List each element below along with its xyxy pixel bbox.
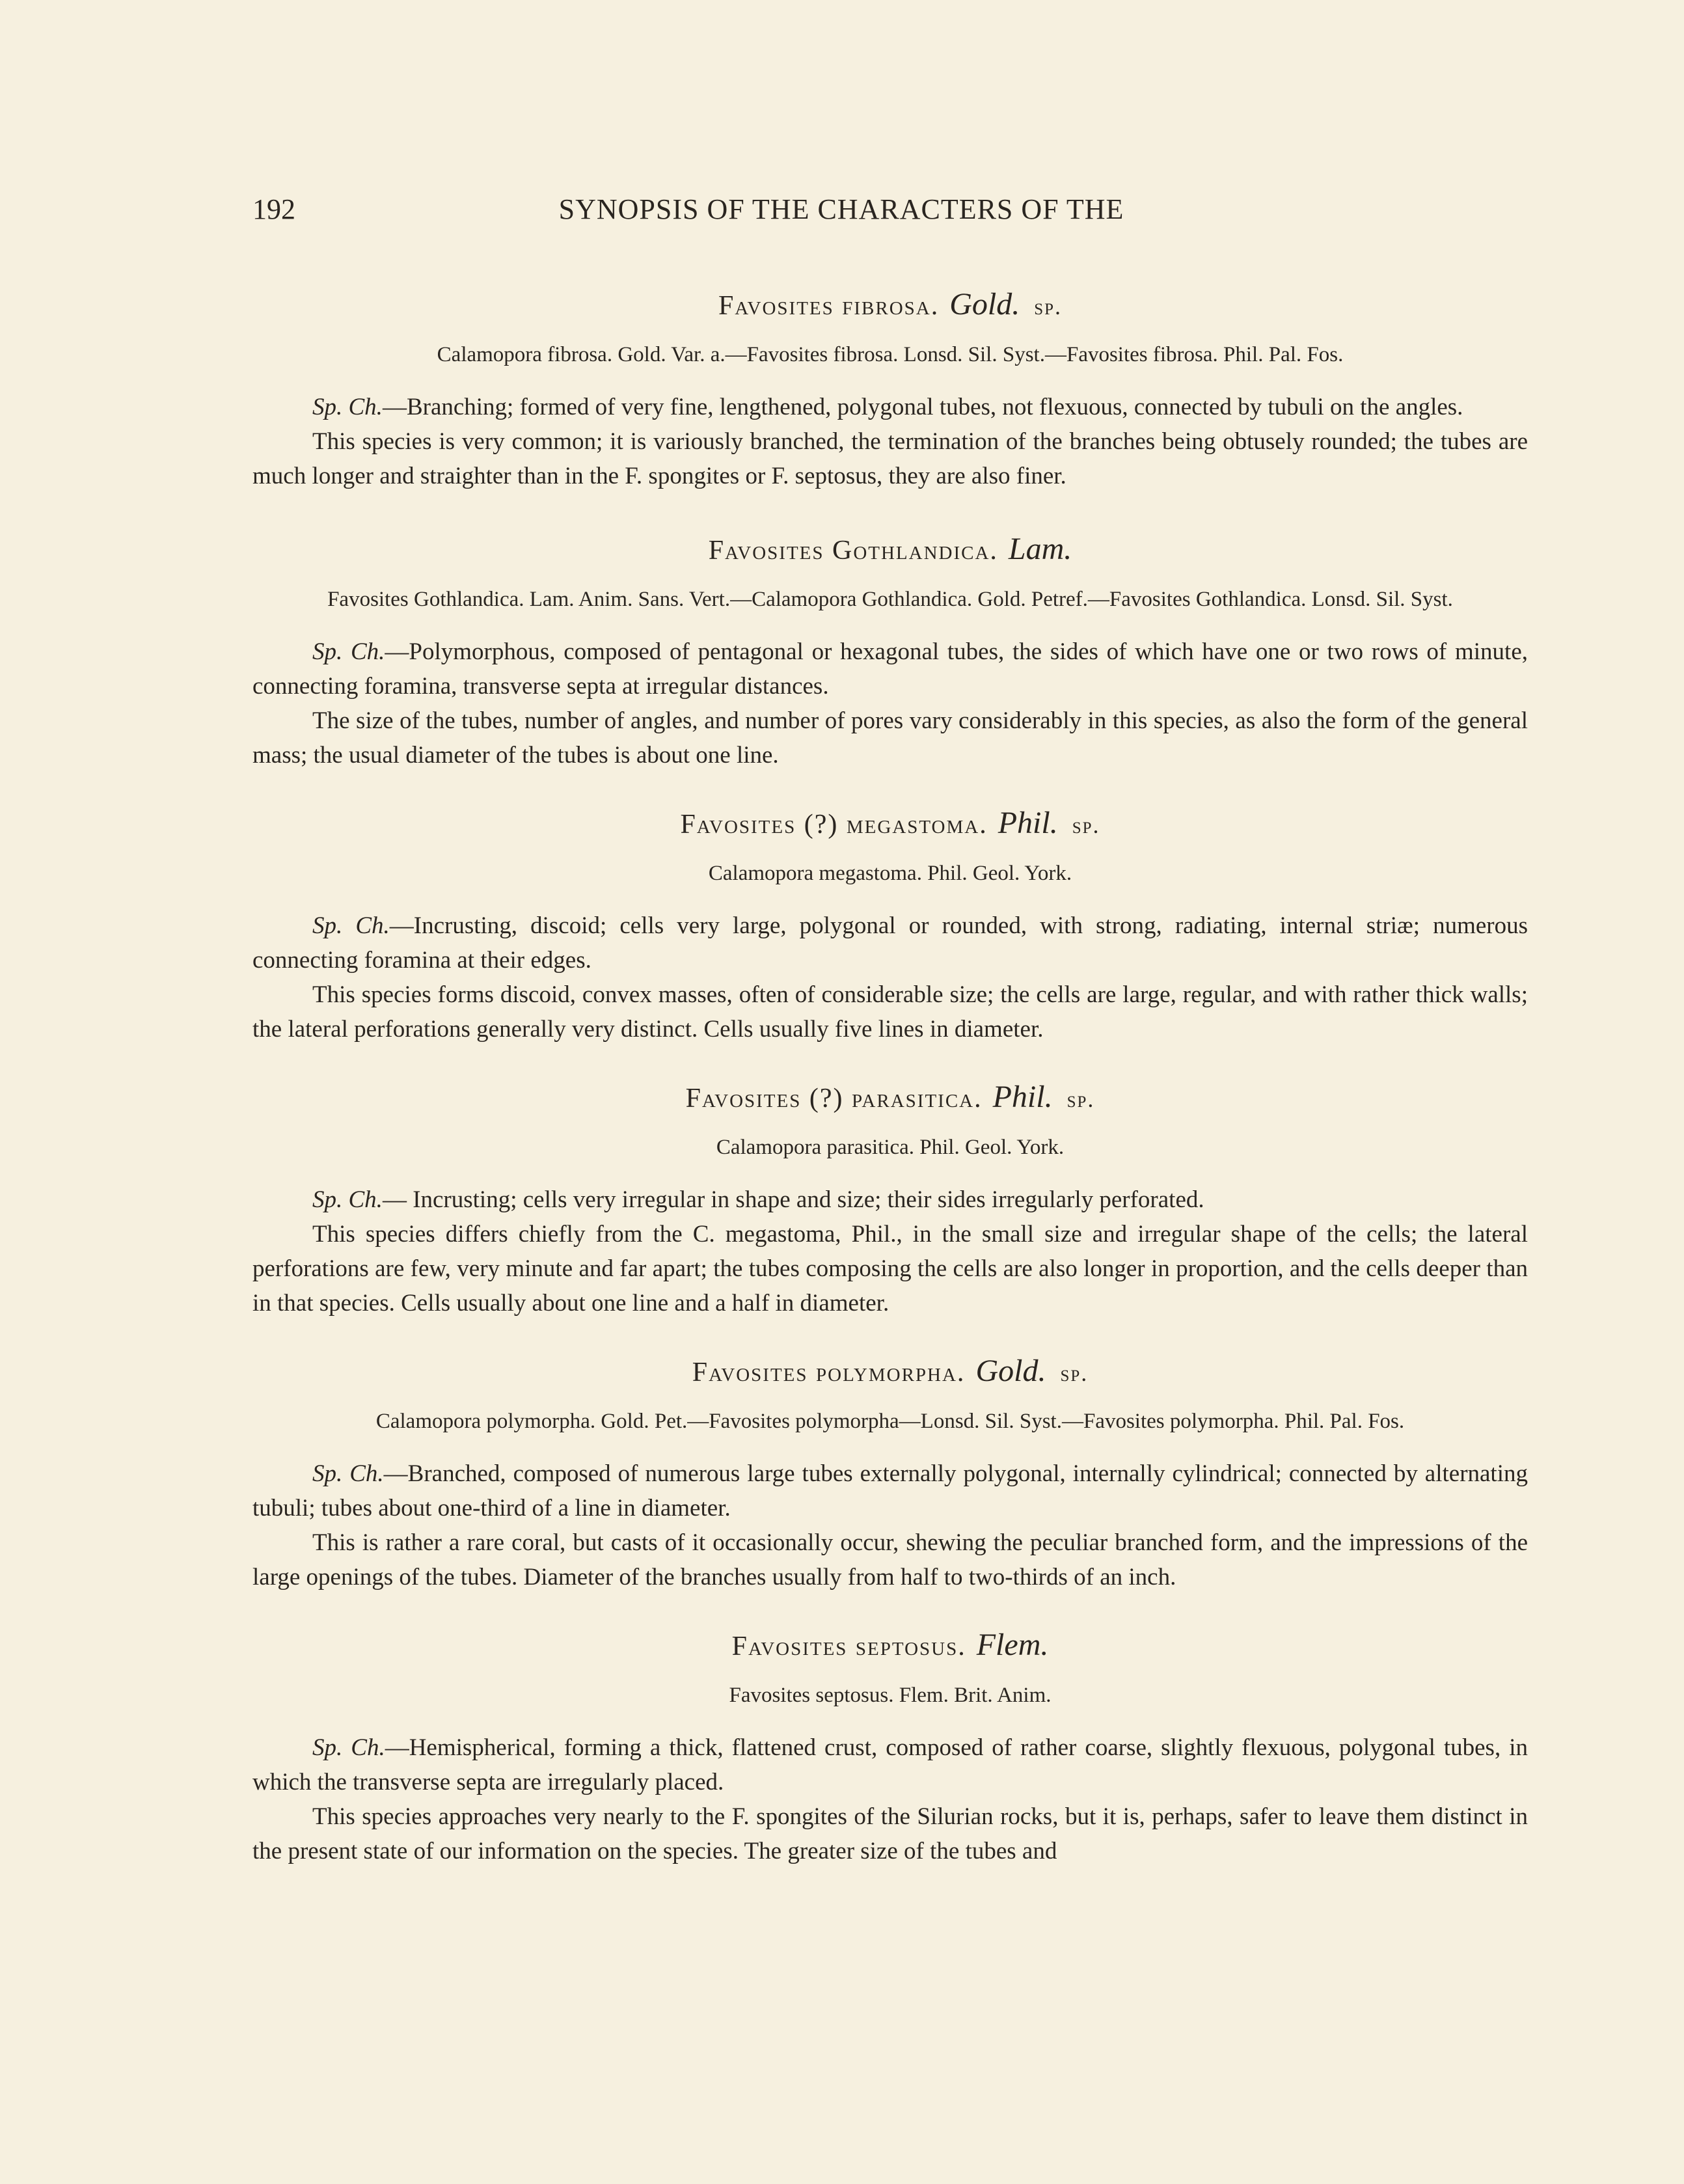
running-title: SYNOPSIS OF THE CHARACTERS OF THE [558, 193, 1124, 225]
characters-text: — Incrusting; cells very irregular in shape and size; their sides irregularly perforated. [382, 1186, 1204, 1213]
specific-characters [252, 1730, 1528, 1799]
characters-label: Sp. Ch. [312, 1734, 385, 1761]
species-heading [252, 805, 1528, 841]
species-heading [252, 531, 1528, 567]
synonymy: Favosites septosus. Flem. Brit. Anim. [729, 1684, 1052, 1707]
characters-label: Sp. Ch. [312, 912, 390, 939]
characters-label: Sp. Ch. [312, 638, 385, 665]
species-entry [252, 805, 1528, 1046]
species-name: Favosites septosus. [731, 1631, 966, 1661]
species-suffix: sp. [1066, 1086, 1095, 1112]
synonymy: Calamopora polymorpha. Gold. Pet.—Favosites polymorpha—Lonsd. Sil. Syst.—Favosites polymorpha. Phil. Pal. Fos. [375, 1410, 1405, 1433]
characters-text: —Polymorphous, composed of pentagonal or hexagonal tubes, the sides of which have one or two rows of minute, connecting foramina, transverse septa at irregular distances. [252, 638, 1528, 700]
specific-characters [252, 908, 1528, 977]
species-note: This species differs chiefly from the C. megastoma, Phil., in the small size and irregular shape of the cells; the lateral perforations are few, very minute and far apart; the tubes composing the cells are also longer in proportion, and the cells deeper than in that species. Cells usually about one line and a half in diameter. [252, 1221, 1528, 1317]
species-author: Phil. [992, 1080, 1053, 1114]
species-name: Favosites (?) megastoma. [680, 810, 988, 839]
species-name: Favosites fibrosa. [718, 291, 940, 321]
species-entry [252, 1353, 1528, 1594]
specific-characters [252, 1182, 1528, 1217]
species-author: Gold. [949, 287, 1020, 321]
page-number: 192 [252, 193, 295, 225]
characters-text: —Hemispherical, forming a thick, flattened crust, composed of rather coarse, slightly flexuous, polygonal tubes, in which the transverse septa are irregularly placed. [252, 1734, 1528, 1795]
synonymy: Calamopora fibrosa. Gold. Var. a.—Favosites fibrosa. Lonsd. Sil. Syst.—Favosites fibrosa. Phil. Pal. Fos. [437, 343, 1344, 366]
species-author: Flem. [976, 1628, 1049, 1662]
characters-label: Sp. Ch. [312, 1460, 384, 1487]
species-suffix: sp. [1034, 293, 1063, 320]
species-author: Phil. [998, 806, 1058, 840]
synonymy: Calamopora parasitica. Phil. Geol. York. [716, 1136, 1065, 1159]
specific-characters [252, 635, 1528, 703]
characters-text: —Branched, composed of numerous large tubes externally polygonal, internally cylindrical; connected by alternating tubuli; tubes about one-third of a line in diameter. [252, 1460, 1528, 1522]
species-heading [252, 1079, 1528, 1115]
synonymy: Favosites Gothlandica. Lam. Anim. Sans. Vert.—Calamopora Gothlandica. Gold. Petref.—Favosites Gothlandica. Lonsd. Sil. Syst. [327, 588, 1453, 611]
species-suffix: sp. [1060, 1360, 1089, 1386]
characters-text: —Incrusting, discoid; cells very large, polygonal or rounded, with strong, radiating, internal striæ; numerous connecting foramina at their edges. [252, 912, 1528, 974]
synonymy: Calamopora megastoma. Phil. Geol. York. [708, 862, 1072, 885]
species-heading [252, 1627, 1528, 1663]
species-name: Favosites (?) parasitica. [685, 1084, 983, 1113]
species-note: This species forms discoid, convex masses, often of considerable size; the cells are large, regular, and with rather thick walls; the lateral perforations generally very distinct. Cells usually five lines in diameter. [252, 981, 1528, 1043]
species-note: The size of the tubes, number of angles, and number of pores vary considerably in this species, as also the form of the general mass; the usual diameter of the tubes is about one line. [252, 707, 1528, 769]
page-header [252, 193, 1430, 232]
specific-characters [252, 390, 1528, 424]
species-name: Favosites polymorpha. [692, 1358, 966, 1387]
characters-label: Sp. Ch. [312, 1186, 383, 1213]
species-note: This is rather a rare coral, but casts of it occasionally occur, shewing the peculiar branched form, and the impressions of the large openings of the tubes. Diameter of the branches usually from half to two-thirds of an inch. [252, 1529, 1528, 1590]
species-author: Gold. [975, 1354, 1046, 1388]
species-suffix: sp. [1072, 812, 1100, 838]
species-entry [252, 531, 1528, 772]
species-note: This species approaches very nearly to the F. spongites of the Silurian rocks, but it is, perhaps, safer to leave them distinct in the present state of our information on the species. The greater size of the tubes and [252, 1803, 1528, 1864]
species-heading [252, 1353, 1528, 1389]
species-entry [252, 1079, 1528, 1320]
species-entry [252, 1627, 1528, 1868]
species-name: Favosites Gothlandica. [708, 536, 998, 566]
species-entry [252, 286, 1528, 493]
specific-characters [252, 1456, 1528, 1525]
species-author: Lam. [1008, 532, 1072, 566]
species-note: This species is very common; it is variously branched, the termination of the branches being obtusely rounded; the tubes are much longer and straighter than in the F. spongites or F. septosus, they are also finer. [252, 428, 1528, 489]
characters-label: Sp. Ch. [312, 394, 383, 420]
characters-text: —Branching; formed of very fine, lengthened, polygonal tubes, not flexuous, connected by tubuli on the angles. [382, 394, 1463, 420]
page-body [252, 286, 1528, 1868]
species-heading [252, 286, 1528, 322]
